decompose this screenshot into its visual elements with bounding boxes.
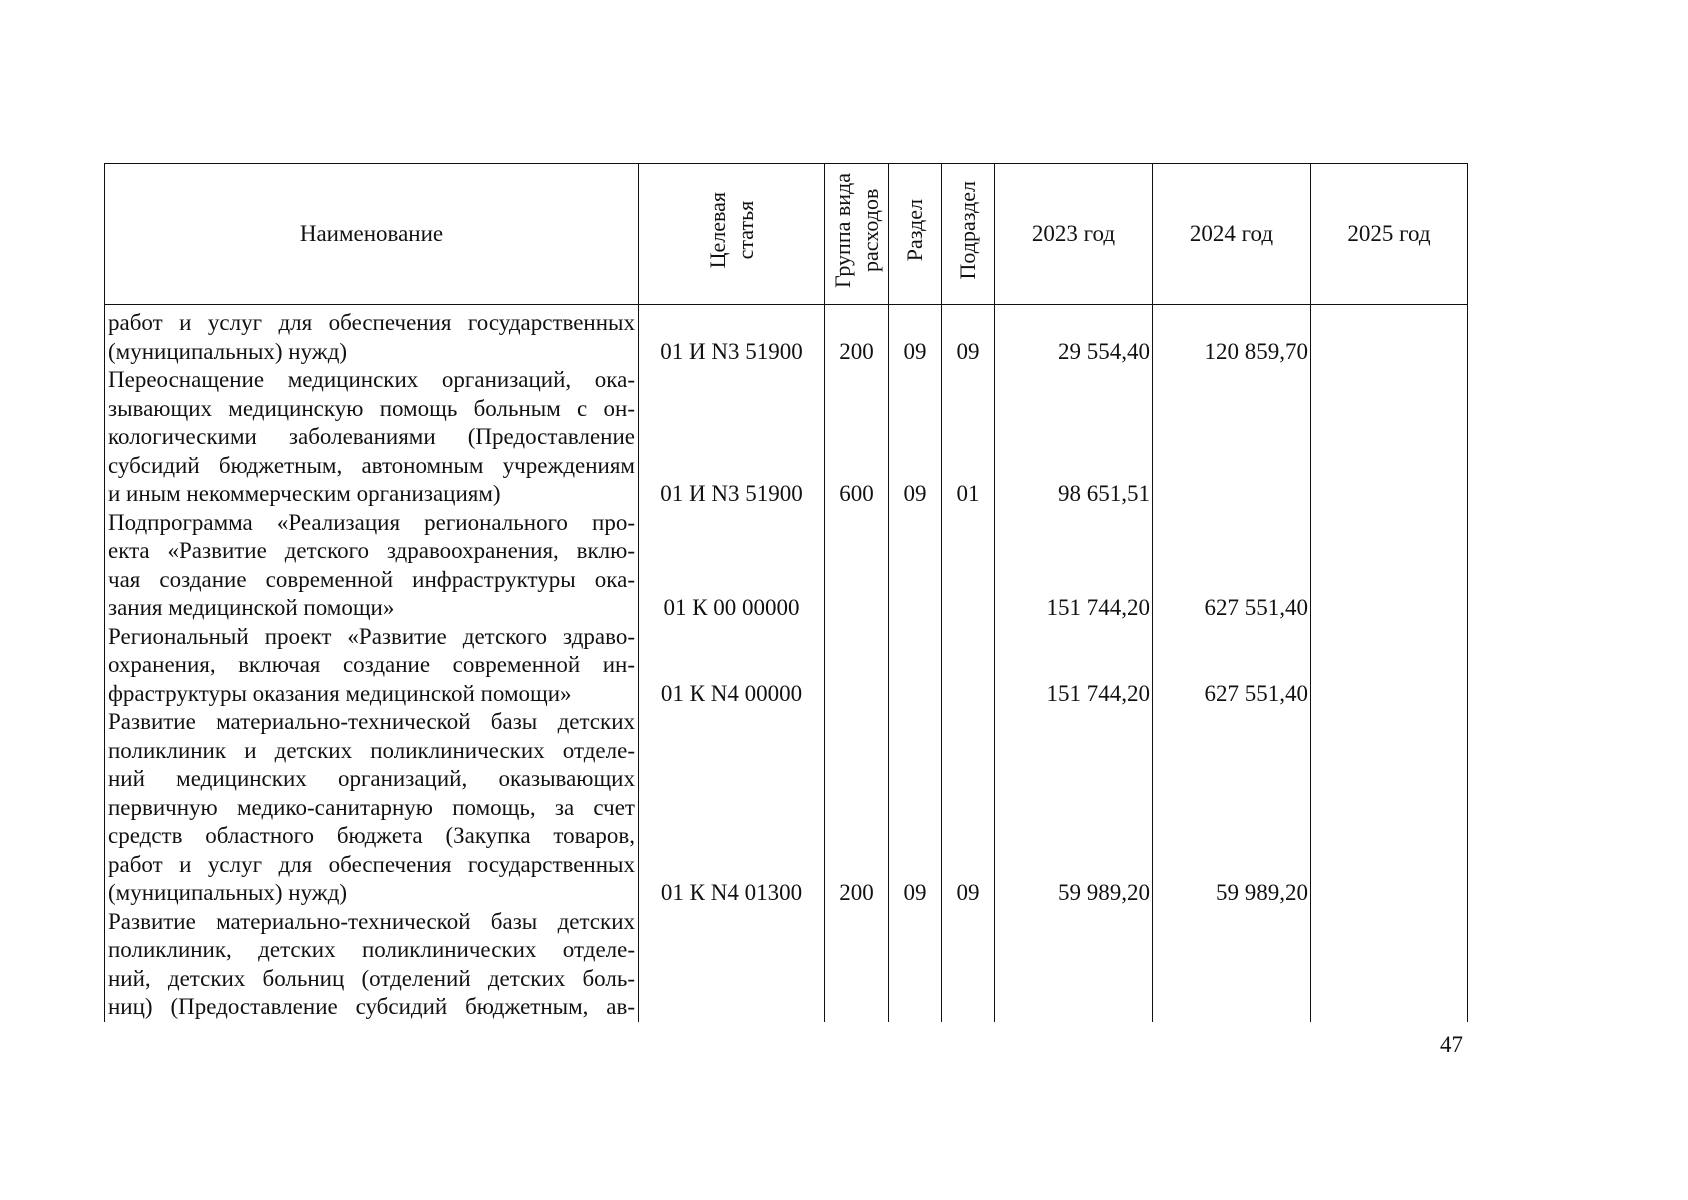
row-target	[639, 908, 825, 1022]
row-2024	[1153, 366, 1311, 509]
row-2024: 59 989,20	[1153, 708, 1311, 908]
row-2023: 98 651,51	[995, 366, 1153, 509]
header-year-2024: 2024 год	[1153, 164, 1311, 305]
row-group: 200	[825, 708, 889, 908]
table-row	[105, 305, 1468, 367]
header-target-article: Целевая статья	[639, 164, 825, 305]
budget-table	[104, 163, 1468, 1022]
table-row	[105, 708, 1468, 908]
row-name: Развитие материально-технической базы детских поликлиник, детских поликлинических отделе- ний, детских больниц (отделений детских боль- ниц) (Предоставление субсидий бюджетным, ав-	[105, 908, 639, 1022]
row-target: 01 К N4 01300	[639, 708, 825, 908]
header-year-2023: 2023 год	[995, 164, 1153, 305]
row-target: 01 И N3 51900	[639, 305, 825, 367]
row-group	[825, 908, 889, 1022]
row-subsection: 01	[942, 366, 995, 509]
row-2023: 151 744,20	[995, 623, 1153, 709]
header-year-2025: 2025 год	[1311, 164, 1468, 305]
row-target: 01 К 00 00000	[639, 509, 825, 623]
row-section	[889, 623, 942, 709]
row-2025	[1311, 908, 1468, 1022]
row-section	[889, 509, 942, 623]
row-subsection	[942, 623, 995, 709]
row-subsection	[942, 509, 995, 623]
row-2025	[1311, 366, 1468, 509]
row-section	[889, 908, 942, 1022]
row-group: 600	[825, 366, 889, 509]
row-name: Переоснащение медицинских организаций, ока- зывающих медицинскую помощь больным с он- кологическими заболеваниями (Предоставление субсидий бюджетным, автономным учреждениям и иным некоммерческим организациям)	[105, 366, 639, 509]
table-row	[105, 509, 1468, 623]
row-2024: 627 551,40	[1153, 623, 1311, 709]
row-2025	[1311, 623, 1468, 709]
row-group	[825, 509, 889, 623]
row-2023: 29 554,40	[995, 305, 1153, 367]
row-name: Региональный проект «Развитие детского здраво- охранения, включая создание современной ин- фраструктуры оказания медицинской помощи»	[105, 623, 639, 709]
header-expense-group: Группа вида расходов	[825, 164, 889, 305]
header-name: Наименование	[105, 164, 639, 305]
row-2024: 120 859,70	[1153, 305, 1311, 367]
row-target: 01 К N4 00000	[639, 623, 825, 709]
table-row	[105, 366, 1468, 509]
row-2025	[1311, 509, 1468, 623]
row-2023	[995, 908, 1153, 1022]
row-subsection: 09	[942, 305, 995, 367]
page-number: 47	[1440, 1032, 1463, 1057]
table-row	[105, 623, 1468, 709]
row-subsection	[942, 908, 995, 1022]
row-name: Подпрограмма «Реализация регионального про- екта «Развитие детского здравоохранения, вклю- чая создание современной инфраструктуры ока- зания медицинской помощи»	[105, 509, 639, 623]
row-section: 09	[889, 366, 942, 509]
header-subsection: Подраздел	[942, 164, 995, 305]
row-2023: 151 744,20	[995, 509, 1153, 623]
row-name: работ и услуг для обеспечения государственных (муниципальных) нужд)	[105, 305, 639, 367]
row-target: 01 И N3 51900	[639, 366, 825, 509]
row-2023: 59 989,20	[995, 708, 1153, 908]
row-section: 09	[889, 305, 942, 367]
row-section: 09	[889, 708, 942, 908]
row-name: Развитие материально-технической базы детских поликлиник и детских поликлинических отделе- ний медицинских организаций, оказывающих первичную медико-санитарную помощь, за счет средств областного бюджета (Закупка товаров, работ и услуг для обеспечения государственных (муниципальных) нужд)	[105, 708, 639, 908]
header-section: Раздел	[889, 164, 942, 305]
row-2025	[1311, 305, 1468, 367]
table-row	[105, 908, 1468, 1022]
row-2024: 627 551,40	[1153, 509, 1311, 623]
row-group	[825, 623, 889, 709]
row-group: 200	[825, 305, 889, 367]
row-subsection: 09	[942, 708, 995, 908]
row-2025	[1311, 708, 1468, 908]
row-2024	[1153, 908, 1311, 1022]
table-header-row	[105, 164, 1468, 305]
